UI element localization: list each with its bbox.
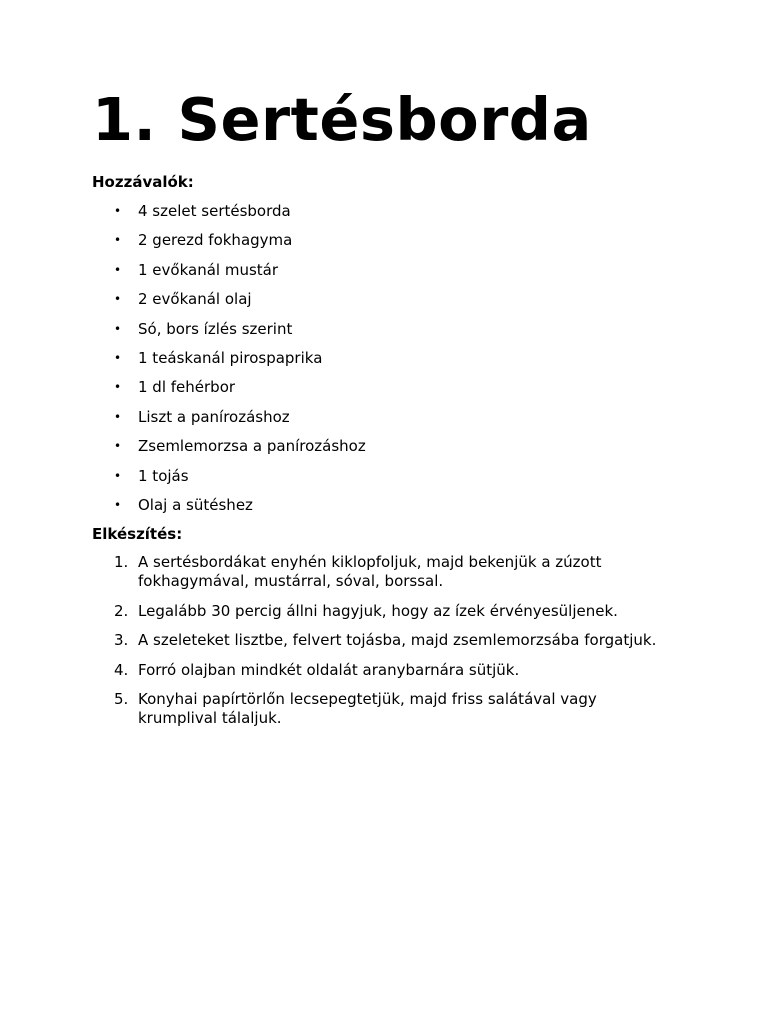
bullet-icon: •: [114, 409, 122, 424]
step-item: [92, 553, 678, 591]
ingredient-item: [92, 260, 692, 280]
step-number: 4.: [114, 660, 129, 679]
step-number: 3.: [114, 631, 129, 650]
step-item: [92, 661, 678, 680]
steps-list: [92, 553, 692, 728]
bullet-icon: •: [114, 321, 122, 336]
step-text: Konyhai papírtörlőn lecsepegtetjük, majd friss salátával vagy krumplival tálaljuk.: [138, 690, 597, 728]
ingredient-text: 1 evőkanál mustár: [138, 260, 279, 279]
step-text: A sertésbordákat enyhén kiklopfoljuk, majd bekenjük a zúzott fokhagymával, mustárral, sóval, borssal.: [138, 553, 602, 591]
page-title: 1. Sertésborda: [92, 85, 592, 154]
ingredient-text: Só, bors ízlés szerint: [138, 319, 293, 338]
ingredient-text: 2 gerezd fokhagyma: [138, 231, 293, 250]
step-item: [92, 631, 678, 650]
ingredient-text: 1 teáskanál pirospaprika: [138, 348, 323, 367]
ingredient-text: Olaj a sütéshez: [138, 495, 253, 514]
ingredient-text: Zsemlemorzsa a panírozáshoz: [138, 437, 366, 456]
ingredient-text: 1 tojás: [138, 466, 189, 485]
ingredient-item: [92, 319, 692, 339]
step-number: 5.: [114, 690, 129, 709]
ingredient-text: Liszt a panírozáshoz: [138, 407, 290, 426]
ingredient-text: 4 szelet sertésborda: [138, 202, 291, 220]
bullet-icon: •: [114, 380, 122, 395]
ingredient-text: 2 evőkanál olaj: [138, 290, 252, 309]
ingredient-item: [92, 466, 692, 486]
step-text: Forró olajban mindkét oldalát aranybarnára sütjük.: [138, 660, 520, 679]
ingredients-heading: Hozzávalók:: [92, 173, 194, 191]
bullet-icon: •: [114, 350, 122, 365]
ingredient-item: [92, 201, 692, 221]
ingredients-list: [92, 201, 692, 515]
ingredient-item: [92, 436, 692, 456]
bullet-icon: •: [114, 292, 122, 307]
ingredient-item: [92, 407, 692, 427]
bullet-icon: •: [114, 262, 122, 277]
document-page: [92, 84, 692, 739]
bullet-icon: •: [114, 233, 122, 248]
step-item: [92, 602, 678, 621]
step-text: A szeleteket lisztbe, felvert tojásba, majd zsemlemorzsába forgatjuk.: [138, 631, 657, 650]
ingredient-text: 1 dl fehérbor: [138, 378, 236, 397]
bullet-icon: •: [114, 439, 122, 454]
ingredient-item: [92, 495, 692, 515]
ingredient-item: [92, 230, 692, 250]
steps-heading: Elkészítés:: [92, 525, 183, 544]
step-number: 2.: [114, 601, 129, 620]
ingredient-item: [92, 377, 692, 397]
step-item: [92, 690, 678, 728]
bullet-icon: •: [114, 468, 122, 483]
step-number: 1.: [114, 553, 129, 572]
bullet-icon: •: [114, 204, 122, 218]
step-text: Legalább 30 percig állni hagyjuk, hogy az ízek érvényesüljenek.: [138, 601, 618, 620]
bullet-icon: •: [114, 497, 122, 512]
ingredient-item: [92, 289, 692, 309]
ingredient-item: [92, 348, 692, 368]
